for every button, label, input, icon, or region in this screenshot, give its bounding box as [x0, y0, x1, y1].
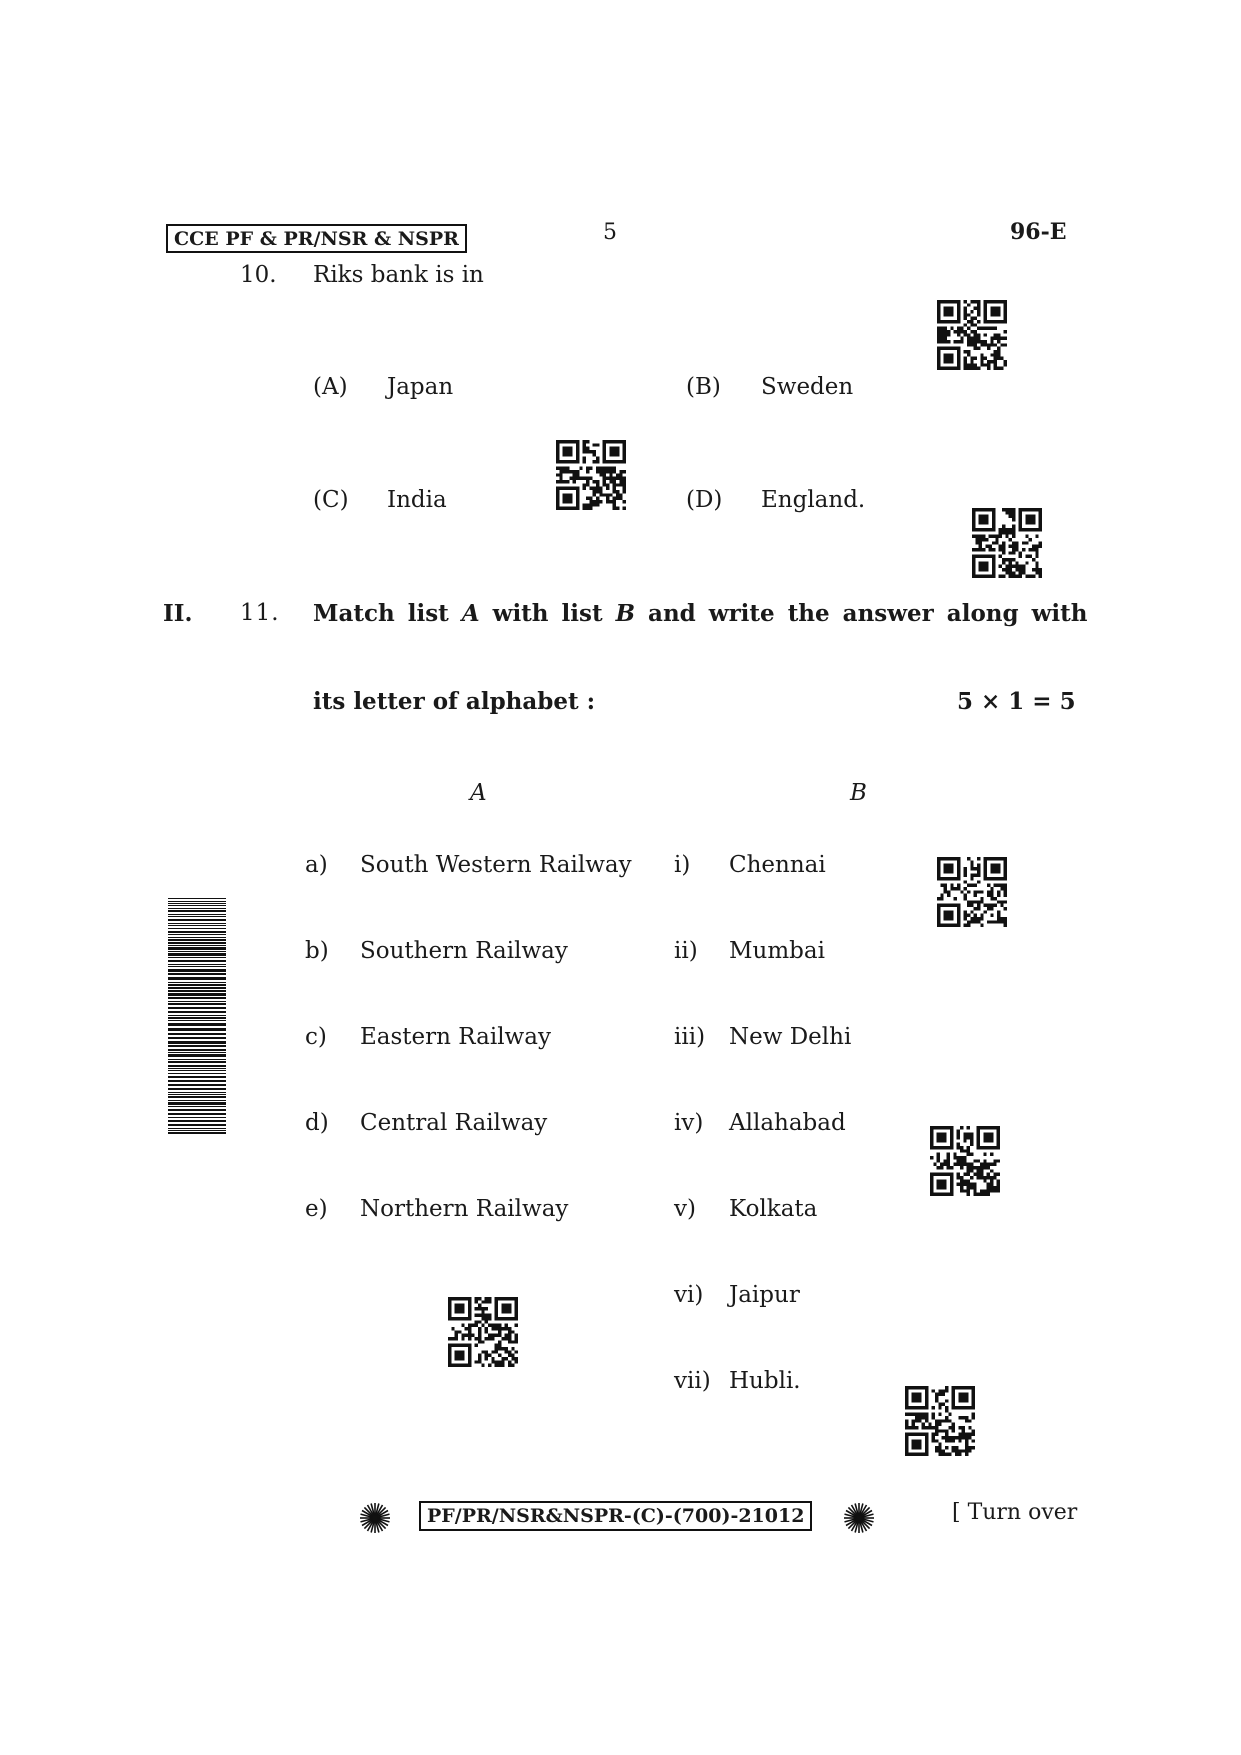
column-b-header: B: [850, 780, 867, 806]
qr-code-icon: [448, 1297, 518, 1367]
list-a-item: Central Railway: [360, 1110, 548, 1136]
list-b-item: Mumbai: [729, 938, 825, 964]
qr-code-icon: [556, 440, 626, 510]
list-a-label: b): [305, 938, 329, 964]
list-a-label: c): [305, 1024, 327, 1050]
list-a-item: South Western Railway: [360, 852, 632, 878]
list-b-ref: B: [615, 600, 636, 627]
question-11-line1-mid: with list: [479, 600, 616, 627]
question-11-line1-pre: Match list: [313, 600, 462, 627]
qr-code-icon: [937, 857, 1007, 927]
list-b-label: i): [674, 852, 691, 878]
option-a-text: Japan: [387, 374, 454, 400]
barcode-icon: [168, 898, 226, 1134]
option-d-label: (D): [686, 487, 723, 513]
list-a-label: e): [305, 1196, 328, 1222]
qr-code-icon: [930, 1126, 1000, 1196]
list-a-label: a): [305, 852, 328, 878]
option-d-text: England.: [761, 487, 866, 513]
question-11-marks: 5 × 1 = 5: [957, 688, 1076, 715]
list-a-label: d): [305, 1110, 329, 1136]
list-b-label: vi): [674, 1282, 704, 1308]
option-c-label: (C): [313, 487, 349, 513]
list-a-item: Southern Railway: [360, 938, 568, 964]
list-b-item: Hubli.: [729, 1368, 801, 1394]
list-a-item: Northern Railway: [360, 1196, 569, 1222]
option-b-text: Sweden: [761, 374, 854, 400]
turn-over-note: [ Turn over: [952, 1500, 1078, 1525]
list-b-label: ii): [674, 938, 698, 964]
option-a-label: (A): [313, 374, 348, 400]
list-b-item: Allahabad: [729, 1110, 846, 1136]
list-a-ref: A: [461, 600, 480, 627]
question-11-line1-post: and write the answer along with: [635, 600, 1088, 627]
qr-code-icon: [937, 300, 1007, 370]
list-b-item: New Delhi: [729, 1024, 852, 1050]
list-b-label: vii): [674, 1368, 711, 1394]
list-b-label: iii): [674, 1024, 706, 1050]
section-number: II.: [163, 600, 193, 627]
list-b-item: Chennai: [729, 852, 826, 878]
question-11-line1: [313, 600, 1088, 627]
footer-code-box: PF/PR/NSR&NSPR-(C)-(700)-21012: [419, 1501, 812, 1531]
exam-code-box: CCE PF & PR/NSR & NSPR: [166, 224, 467, 253]
list-a-item: Eastern Railway: [360, 1024, 551, 1050]
option-c-text: India: [387, 487, 447, 513]
option-b-label: (B): [686, 374, 721, 400]
question-10-text: Riks bank is in: [313, 262, 484, 288]
column-a-header: A: [470, 780, 487, 806]
question-11-line2: its letter of alphabet :: [313, 688, 596, 715]
qr-code-icon: [972, 508, 1042, 578]
list-b-item: Jaipur: [729, 1282, 800, 1308]
star-burst-icon: [358, 1501, 392, 1535]
star-burst-icon: [842, 1501, 876, 1535]
question-11-number: 11.: [240, 600, 280, 626]
list-b-label: v): [674, 1196, 696, 1222]
question-10-number: 10.: [240, 262, 277, 288]
list-b-label: iv): [674, 1110, 704, 1136]
paper-code: 96-E: [1010, 219, 1067, 245]
qr-code-icon: [905, 1386, 975, 1456]
list-b-item: Kolkata: [729, 1196, 818, 1222]
page-number: 5: [603, 220, 617, 245]
